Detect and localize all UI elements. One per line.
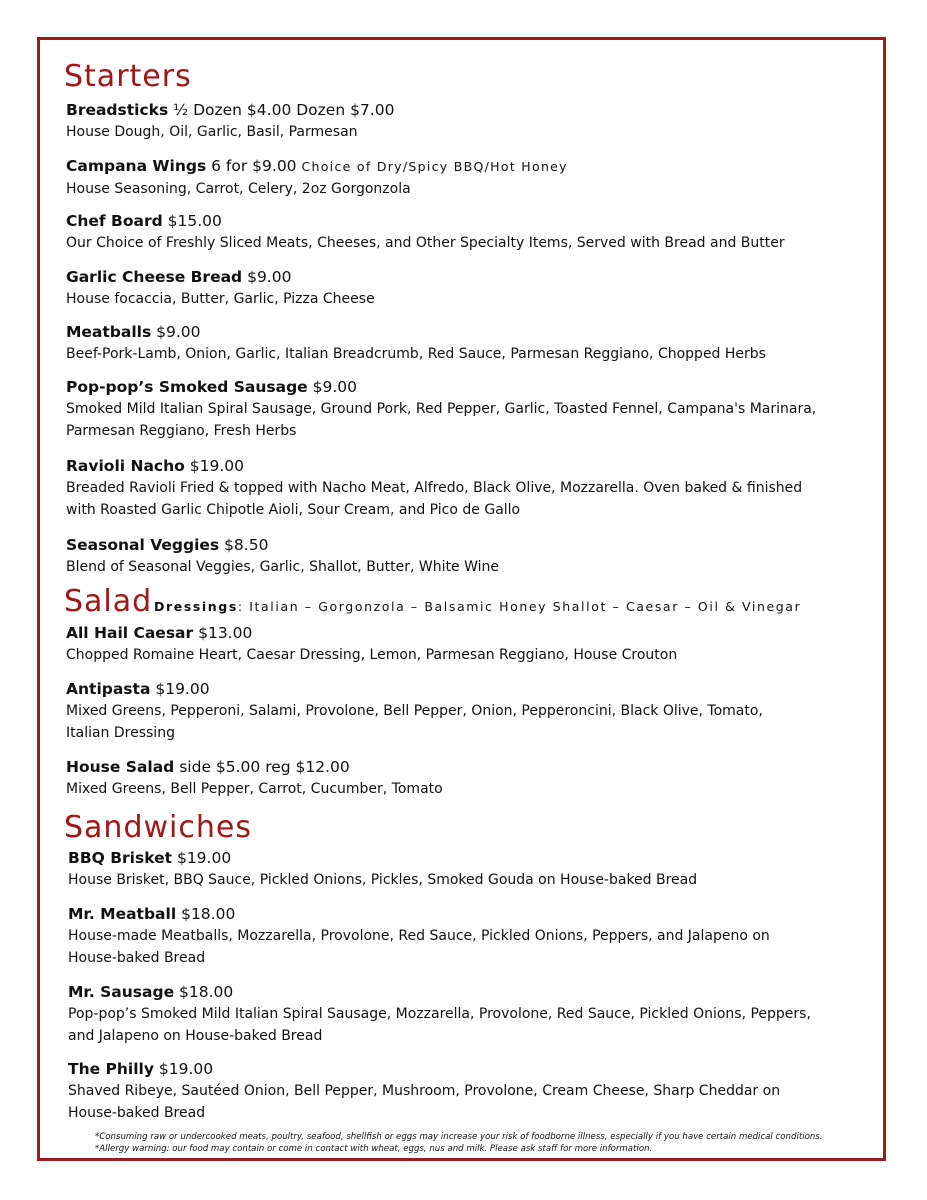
item-description: Beef-Pork-Lamb, Onion, Garlic, Italian Breadcrumb, Red Sauce, Parmesan Reggiano, Chopped Herbs: [66, 346, 766, 362]
menu-item-garlic-cheese-bread: [66, 266, 866, 310]
item-price: $9.00: [247, 268, 292, 286]
item-name: Pop-pop’s Smoked Sausage: [66, 378, 308, 396]
item-description: Pop-pop’s Smoked Mild Italian Spiral Sausage, Mozzarella, Provolone, Red Sauce, Pickled Onions, Peppers,: [68, 1006, 811, 1022]
item-price: $8.50: [224, 536, 269, 554]
item-description: House Dough, Oil, Garlic, Basil, Parmesan: [66, 124, 358, 140]
menu-item-ravioli-nacho: [66, 455, 866, 521]
item-description: House Seasoning, Carrot, Celery, 2oz Gorgonzola: [66, 181, 411, 197]
item-price: $18.00: [179, 983, 234, 1001]
item-price: $9.00: [156, 323, 201, 341]
item-name: Mr. Sausage: [68, 983, 175, 1001]
item-description: Chopped Romaine Heart, Caesar Dressing, Lemon, Parmesan Reggiano, House Crouton: [66, 647, 678, 663]
section-title-salad: Salad: [64, 584, 153, 619]
item-description: Shaved Ribeye, Sautéed Onion, Bell Pepper, Mushroom, Provolone, Cream Cheese, Sharp Cheddar on: [68, 1083, 781, 1099]
menu-item-mr-sausage: [68, 981, 868, 1047]
section-title-sandwiches: Sandwiches: [64, 810, 252, 845]
item-note: Choice of Dry/Spicy BBQ/Hot Honey: [301, 159, 568, 174]
item-description: House Brisket, BBQ Sauce, Pickled Onions, Pickles, Smoked Gouda on House-baked Bread: [68, 872, 698, 888]
item-name: All Hail Caesar: [66, 624, 194, 642]
item-price: $19.00: [155, 680, 210, 698]
item-name: The Philly: [68, 1060, 154, 1078]
item-description: Our Choice of Freshly Sliced Meats, Cheeses, and Other Specialty Items, Served with Bread and Butter: [66, 235, 785, 251]
item-name: BBQ Brisket: [68, 849, 173, 867]
item-name: Chef Board: [66, 212, 163, 230]
item-description-continued: with Roasted Garlic Chipotle Aioli, Sour Cream, and Pico de Gallo: [66, 502, 521, 518]
menu-item-all-hail-caesar: [66, 622, 866, 666]
item-description-continued: House-baked Bread: [68, 1105, 206, 1121]
item-price: $15.00: [167, 212, 222, 230]
salad-dressings: [154, 599, 801, 614]
item-name: Breadsticks: [66, 101, 169, 119]
menu-item-seasonal-veggies: [66, 534, 866, 578]
item-price: side $5.00 reg $12.00: [179, 758, 350, 776]
menu-item-meatballs: [66, 321, 866, 365]
menu-item-breadsticks: [66, 99, 866, 143]
item-description: Mixed Greens, Bell Pepper, Carrot, Cucumber, Tomato: [66, 781, 443, 797]
item-name: Mr. Meatball: [68, 905, 177, 923]
foodborne-illness-warning: *Consuming raw or undercooked meats, poultry, seafood, shellfish or eggs may increase your risk of foodborne illness, especially if you have certain medical conditions.: [95, 1132, 823, 1142]
item-description-continued: House-baked Bread: [68, 950, 206, 966]
item-price: $19.00: [158, 1060, 214, 1078]
item-description: Mixed Greens, Pepperoni, Salami, Provolone, Bell Pepper, Onion, Pepperoncini, Black Olive, Tomato,: [66, 703, 763, 719]
item-name: Ravioli Nacho: [66, 457, 185, 475]
item-description: House-made Meatballs, Mozzarella, Provolone, Red Sauce, Pickled Onions, Peppers, and Jalapeno on: [68, 928, 770, 944]
item-description: Blend of Seasonal Veggies, Garlic, Shallot, Butter, White Wine: [66, 559, 499, 575]
menu-item-chef-board: [66, 210, 866, 254]
item-name: Seasonal Veggies: [66, 536, 220, 554]
item-price: 6 for $9.00: [211, 157, 297, 175]
item-price: $19.00: [176, 849, 232, 867]
item-description: House focaccia, Butter, Garlic, Pizza Cheese: [66, 291, 375, 307]
item-price: $18.00: [181, 905, 236, 923]
menu-item-bbq-brisket: [68, 847, 868, 891]
item-name: House Salad: [66, 758, 175, 776]
dressings-list: : Italian – Gorgonzola – Balsamic Honey Shallot – Caesar – Oil & Vinegar: [237, 599, 802, 614]
item-name: Meatballs: [66, 323, 152, 341]
item-description-continued: Parmesan Reggiano, Fresh Herbs: [66, 423, 297, 439]
menu-item-antipasta: [66, 678, 866, 744]
item-description: Breaded Ravioli Fried & topped with Nacho Meat, Alfredo, Black Olive, Mozzarella. Oven baked & finished: [66, 480, 803, 496]
menu-item-the-philly: [68, 1058, 868, 1124]
item-description-continued: Italian Dressing: [66, 725, 175, 741]
item-price: $9.00: [312, 378, 358, 396]
section-title-starters: Starters: [64, 59, 192, 94]
item-name: Antipasta: [66, 680, 151, 698]
item-price: $13.00: [198, 624, 253, 642]
item-price: $19.00: [189, 457, 244, 475]
menu-item-mr-meatball: [68, 903, 868, 969]
footer-disclaimer: [95, 1131, 823, 1155]
item-price: ½ Dozen $4.00 Dozen $7.00: [173, 101, 395, 119]
menu-item-campana-wings: [66, 155, 866, 200]
allergy-warning: *Allergy warning: our food may contain or come in contact with wheat, eggs, nus and milk. Please ask staff for more information.: [95, 1144, 653, 1154]
item-description-continued: and Jalapeno on House-baked Bread: [68, 1028, 323, 1044]
menu-item-smoked-sausage: [66, 376, 866, 442]
item-description: Smoked Mild Italian Spiral Sausage, Ground Pork, Red Pepper, Garlic, Toasted Fennel, Campana's Marinara,: [66, 401, 817, 417]
item-name: Garlic Cheese Bread: [66, 268, 243, 286]
menu-item-house-salad: [66, 756, 866, 800]
dressings-label: Dressings: [154, 599, 238, 614]
item-name: Campana Wings: [66, 157, 207, 175]
